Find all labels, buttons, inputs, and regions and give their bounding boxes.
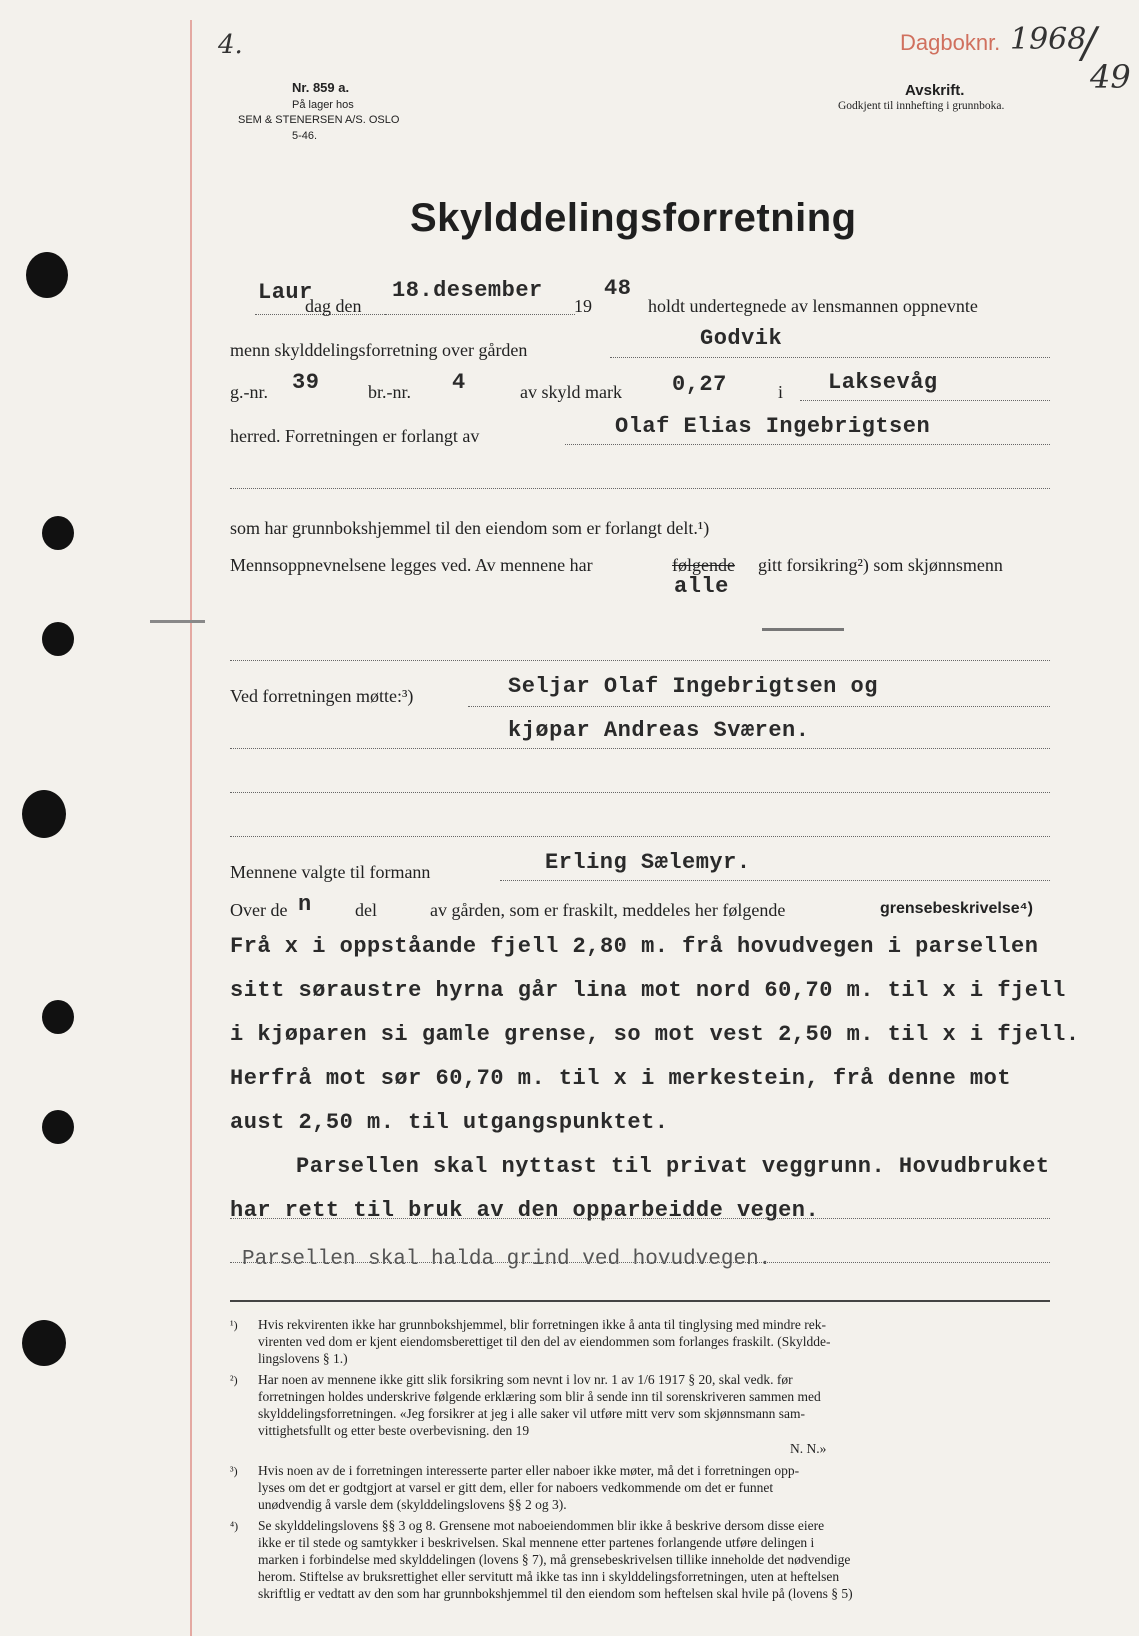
dotted-line <box>610 357 1050 358</box>
punch-hole <box>42 516 74 550</box>
over-de-label: Over de <box>230 900 288 920</box>
footnote-line: marken i forbindelse med skylddelingen (lovens § 7), må grensebeskrivelsen tillike inneholde det nødvendige <box>258 1552 851 1567</box>
over-n-value: n <box>298 892 312 917</box>
description-line: Parsellen skal halda grind ved hovudvegen. <box>242 1248 772 1271</box>
footnote-line: lyses om det er godtgjort at varsel er gitt dem, eller for naboers vedkommende om det er funnet <box>258 1480 774 1495</box>
menn-text: menn skylddelingsforretning over gården <box>230 340 528 360</box>
dotted-line <box>255 314 385 315</box>
dotted-line <box>230 748 1050 749</box>
form-number: Nr. 859 a. <box>292 80 350 95</box>
description-line: sitt søraustre hyrna går lina mot nord 60,70 m. til x i fjell <box>230 978 1066 1003</box>
punch-hole <box>22 1320 66 1366</box>
footnote-line: skylddelingsforretningen. «Jeg forsikrer at jeg i alle saker vil utføre mitt verv som skjønnsmann sam- <box>258 1406 806 1421</box>
struck-mark <box>762 628 844 631</box>
formann-value: Erling Sælemyr. <box>545 850 751 875</box>
footnote-line: Hvis rekvirenten ikke har grunnbokshjemmel, blir forretningen ikke å anta til tinglysing med mindre rek- <box>258 1317 826 1332</box>
dotted-line <box>230 1218 1050 1219</box>
dotted-line <box>230 488 1050 489</box>
motte-label: Ved forretningen møtte:³) <box>230 686 414 706</box>
footnote-line: unødvendig å varsle dem (skylddelingslovens §§ 2 og 3). <box>258 1497 567 1512</box>
dotted-line <box>565 444 1050 445</box>
footnote-line: virenten ved dom er kjent eiendomsberettiget til den del av eiendommen som forlanges fraskilt. (Skyldde- <box>258 1334 831 1349</box>
menns-text-2: gitt forsikring²) som skjønnsmenn <box>758 555 1003 575</box>
place-value: Laur <box>258 280 313 305</box>
footnote-line: forretningen holdes underskrive følgende erklæring som blir å sende inn til sorenskriveren sammen med <box>258 1389 821 1404</box>
publisher-line-2: SEM & STENERSEN A/S. OSLO <box>238 114 400 126</box>
publisher-line-3: 5-46. <box>292 130 318 142</box>
footnote-line: Se skylddelingslovens §§ 3 og 8. Grensene mot naboeiendommen blir ikke å beskrive dersom disse eiere <box>258 1518 825 1533</box>
grense-label: grensebeskrivelse⁴) <box>880 900 1033 917</box>
margin-line <box>190 20 192 1636</box>
menns-text-1: Mennsoppnevnelsene legges ved. Av mennene har <box>230 555 593 575</box>
description-line: Frå x i oppståande fjell 2,80 m. frå hovudvegen i parsellen <box>230 934 1039 959</box>
dotted-line <box>230 836 1050 837</box>
gnr-label: g.-nr. <box>230 382 268 402</box>
brnr-value: 4 <box>452 370 466 395</box>
formann-label: Mennene valgte til formann <box>230 862 431 882</box>
footnote-signature: N. N.» <box>790 1441 827 1456</box>
footnote-line: ikke er til stede og samtykker i beskrivelsen. Skal mennene etter partenes forlangende utføre delingen i <box>258 1535 815 1550</box>
footnote-number: ²) <box>230 1373 238 1387</box>
publisher-line-1: På lager hos <box>292 99 354 111</box>
punch-hole <box>42 1110 74 1144</box>
herred-text: herred. Forretningen er forlangt av <box>230 426 480 446</box>
del-label: del <box>355 900 377 920</box>
description-line: Herfrå mot sør 60,70 m. til x i merkestein, frå denne mot <box>230 1066 1012 1091</box>
footnote-line: lingslovens § 1.) <box>258 1351 348 1366</box>
attendee-1: Seljar Olaf Ingebrigtsen og <box>508 674 878 699</box>
attendee-2: kjøpar Andreas Sværen. <box>508 718 810 743</box>
dotted-line <box>800 400 1050 401</box>
document-title: Skylddelingsforretning <box>410 196 857 240</box>
municipality-value: Laksevåg <box>828 370 938 395</box>
brnr-label: br.-nr. <box>368 382 411 402</box>
footnote-number: ¹) <box>230 1318 238 1332</box>
punch-hole <box>42 1000 74 1034</box>
description-line: har rett til bruk av den opparbeidde vegen. <box>230 1198 820 1223</box>
menns-fill: alle <box>674 574 729 599</box>
description-line: Parsellen skal nyttast til privat veggrunn. Hovudbruket <box>296 1154 1050 1179</box>
date-value: 18.desember <box>392 278 543 303</box>
description-line: i kjøparen si gamle grense, so mot vest 2,50 m. til x i fjell. <box>230 1022 1080 1047</box>
farm-value: Godvik <box>700 326 783 351</box>
dagbok-year: 49 <box>1090 58 1131 96</box>
dagbok-label: Dagboknr. <box>900 30 1001 55</box>
avskrift-note: Godkjent til innhefting i grunnboka. <box>838 100 1005 112</box>
footnote-rule <box>230 1300 1050 1302</box>
description-line: aust 2,50 m. til utgangspunktet. <box>230 1110 669 1135</box>
skyld-label: av skyld mark <box>520 382 622 402</box>
i-label: i <box>778 382 784 402</box>
dagbok-separator: / <box>1082 18 1097 67</box>
dotted-line <box>468 706 1050 707</box>
grunnbok-text: som har grunnbokshjemmel til den eiendom som er forlangt delt.¹) <box>230 518 710 538</box>
footnote-line: herom. Stiftelse av bruksrettighet eller servitutt må ikke tas inn i skylddelingsforretningen, uten at heftelsen <box>258 1569 840 1584</box>
dotted-line <box>385 314 575 315</box>
dagbok-number: 1968 <box>1010 22 1087 57</box>
skyld-value: 0,27 <box>672 372 727 397</box>
requester-value: Olaf Elias Ingebrigtsen <box>615 414 931 439</box>
punch-hole <box>42 622 74 656</box>
dag-den-label: dag den <box>305 296 362 316</box>
punch-hole <box>26 252 68 298</box>
held-text: holdt undertegnede av lensmannen oppnevnte <box>648 296 978 316</box>
footnote-line: Har noen av mennene ikke gitt slik forsikring som nevnt i lov nr. 1 av 1/6 1917 § 20, skal vedk. før <box>258 1372 793 1387</box>
dotted-line <box>230 792 1050 793</box>
avskrift-title: Avskrift. <box>905 82 965 99</box>
struck-mark <box>150 620 205 623</box>
footnote-line: Hvis noen av de i forretningen interesserte parter eller naboer ikke møter, må det i forretningen opp- <box>258 1463 800 1478</box>
menns-struck-word: følgende <box>672 555 735 575</box>
dotted-line <box>230 1262 1050 1263</box>
footnote-line: skriftlig er vedtatt av den som har grunnbokshjemmel til den eiendom som heftelsen skal hvile på (lovens § 5) <box>258 1586 853 1601</box>
dotted-line <box>500 880 1050 881</box>
footnote-number: ⁴) <box>230 1519 239 1533</box>
footnote-number: ³) <box>230 1464 238 1478</box>
corner-note: 4. <box>218 30 243 60</box>
footnote-line: vittighetsfullt og etter beste overbevisning. den 19 <box>258 1423 530 1438</box>
punch-hole <box>22 790 66 838</box>
year-suffix: 48 <box>604 276 632 301</box>
gnr-value: 39 <box>292 370 320 395</box>
dotted-line <box>230 660 1050 661</box>
garden-text: av gården, som er fraskilt, meddeles her følgende <box>430 900 786 920</box>
year-prefix: 19 <box>574 296 592 316</box>
